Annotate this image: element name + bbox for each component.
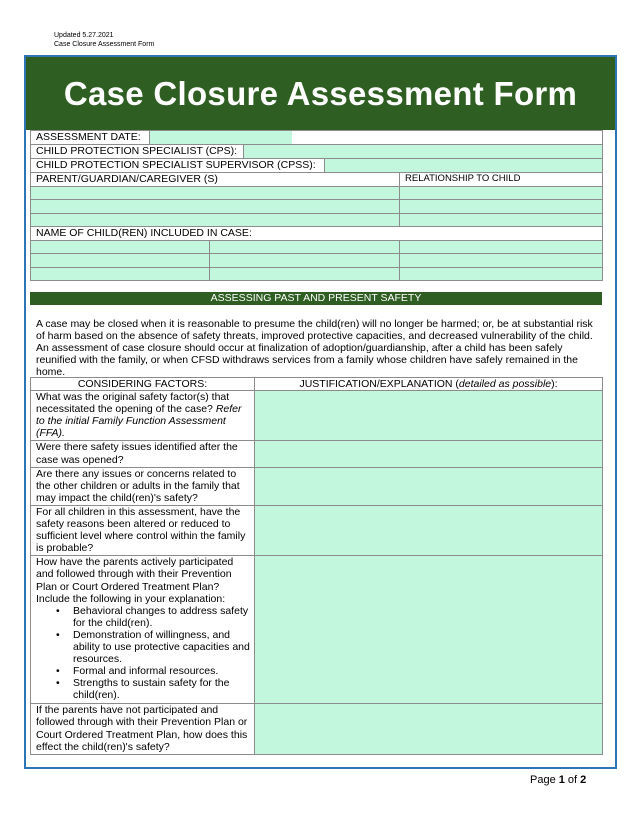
assessment-date-label: ASSESSMENT DATE: bbox=[31, 131, 150, 144]
parent-input-3[interactable] bbox=[31, 213, 400, 227]
assessment-date-input[interactable] bbox=[150, 131, 292, 144]
cps-row bbox=[31, 145, 603, 159]
factor-answer-4[interactable] bbox=[255, 505, 603, 555]
parent-label: PARENT/GUARDIAN/CAREGIVER (S) bbox=[31, 173, 400, 187]
document-name: Case Closure Assessment Form bbox=[54, 41, 155, 48]
factor-question-4: For all children in this assessment, have the safety reasons been altered or reduced to sufficient level where control within the family is probable? bbox=[31, 505, 255, 555]
cps-input[interactable] bbox=[244, 145, 602, 158]
page-number: Page 1 of 2 bbox=[530, 774, 587, 786]
factor-question-3: Are there any issues or concerns related to the other children or adults in the family that may impact the child(ren)'s safety? bbox=[31, 467, 255, 505]
parent-input-2[interactable] bbox=[31, 200, 400, 214]
title-banner bbox=[26, 57, 615, 130]
list-item: • Formal and informal resources. bbox=[56, 665, 219, 678]
parent-header-row bbox=[31, 173, 603, 187]
children-header-row bbox=[31, 227, 603, 241]
child-input-2b[interactable] bbox=[210, 254, 400, 268]
child-input-1a[interactable] bbox=[31, 240, 210, 254]
factor-row-2 bbox=[31, 441, 603, 467]
list-item: • Behavioral changes to address safety for the child(ren). bbox=[56, 604, 249, 629]
factor-answer-5[interactable] bbox=[255, 556, 603, 704]
cpss-label: CHILD PROTECTION SPECIALIST SUPERVISOR (CPSS): bbox=[31, 159, 325, 172]
assessment-date-row bbox=[31, 131, 603, 145]
list-item: • Strengths to sustain safety for the child(ren). bbox=[56, 677, 230, 702]
factor-row-5 bbox=[31, 556, 603, 704]
factor-answer-2[interactable] bbox=[255, 441, 603, 467]
relationship-label: RELATIONSHIP TO CHILD bbox=[400, 173, 603, 187]
intro-paragraph: A case may be closed when it is reasonable to presume the child(ren) will no longer be harmed; or, be at substantial risk of harm based on the absence of safety threats, improved protective capacities, and decreased vulnerability of the child. An assessment of case closure should occur at finalization of adoption/guardianship, after a child has been safely reunified with the family, or when CFSD withdraws services from a family whose children have safely remained in the home. bbox=[36, 318, 593, 379]
child-input-3a[interactable] bbox=[31, 267, 210, 281]
factor-answer-3[interactable] bbox=[255, 467, 603, 505]
factor-question-5: How have the parents actively participated and followed through with their Prevention Plan or Court Ordered Treatment Plan? Include the following in your explanation: • Behavioral changes to address safety for the child(ren). • Demonstration of willingness, and ability to use protective capacities and resources. • Formal and informal resources. • Strengths to sustain safety for the child(ren). bbox=[31, 556, 255, 704]
factor-question-2: Were there safety issues identified after the case was opened? bbox=[31, 441, 255, 467]
child-input-1c[interactable] bbox=[400, 240, 603, 254]
factor-row-1 bbox=[31, 391, 603, 441]
child-input-3c[interactable] bbox=[400, 267, 603, 281]
relationship-input-1[interactable] bbox=[400, 186, 603, 200]
section-header: ASSESSING PAST AND PRESENT SAFETY bbox=[30, 292, 602, 305]
updated-date: Updated 5.27.2021 bbox=[54, 32, 114, 39]
child-input-1b[interactable] bbox=[210, 240, 400, 254]
cpss-row bbox=[31, 159, 603, 173]
considering-factors-header: CONSIDERING FACTORS: bbox=[31, 378, 255, 391]
factor-answer-6[interactable] bbox=[255, 704, 603, 754]
factors-header-row bbox=[31, 378, 603, 391]
cpss-input[interactable] bbox=[325, 159, 602, 172]
factors-table bbox=[30, 377, 603, 755]
factor-question-6: If the parents have not participated and followed through with their Prevention Plan or Court Ordered Treatment Plan, how does this effect the child(ren)'s safety? bbox=[31, 704, 255, 754]
child-input-3b[interactable] bbox=[210, 267, 400, 281]
list-item: • Demonstration of willingness, and ability to use protective capacities and resources. bbox=[56, 628, 250, 666]
justification-header: JUSTIFICATION/EXPLANATION (detailed as possible): bbox=[255, 378, 603, 391]
parent-input-1[interactable] bbox=[31, 186, 400, 200]
factor-5-bullet-list bbox=[36, 605, 250, 702]
child-input-2c[interactable] bbox=[400, 254, 603, 268]
factor-row-4 bbox=[31, 505, 603, 555]
factor-row-6 bbox=[31, 704, 603, 754]
form-title: Case Closure Assessment Form bbox=[63, 75, 578, 112]
cps-label: CHILD PROTECTION SPECIALIST (CPS): bbox=[31, 145, 244, 158]
children-label: NAME OF CHILD(REN) INCLUDED IN CASE: bbox=[31, 227, 603, 241]
relationship-input-3[interactable] bbox=[400, 213, 603, 227]
child-input-2a[interactable] bbox=[31, 254, 210, 268]
factor-answer-1[interactable] bbox=[255, 391, 603, 441]
factor-question-1: What was the original safety factor(s) that necessitated the opening of the case? Refer to the initial Family Function Assessment (FFA). bbox=[31, 391, 255, 441]
document-header bbox=[54, 31, 154, 49]
factor-row-3 bbox=[31, 467, 603, 505]
relationship-input-2[interactable] bbox=[400, 200, 603, 214]
case-info-table bbox=[30, 130, 603, 281]
